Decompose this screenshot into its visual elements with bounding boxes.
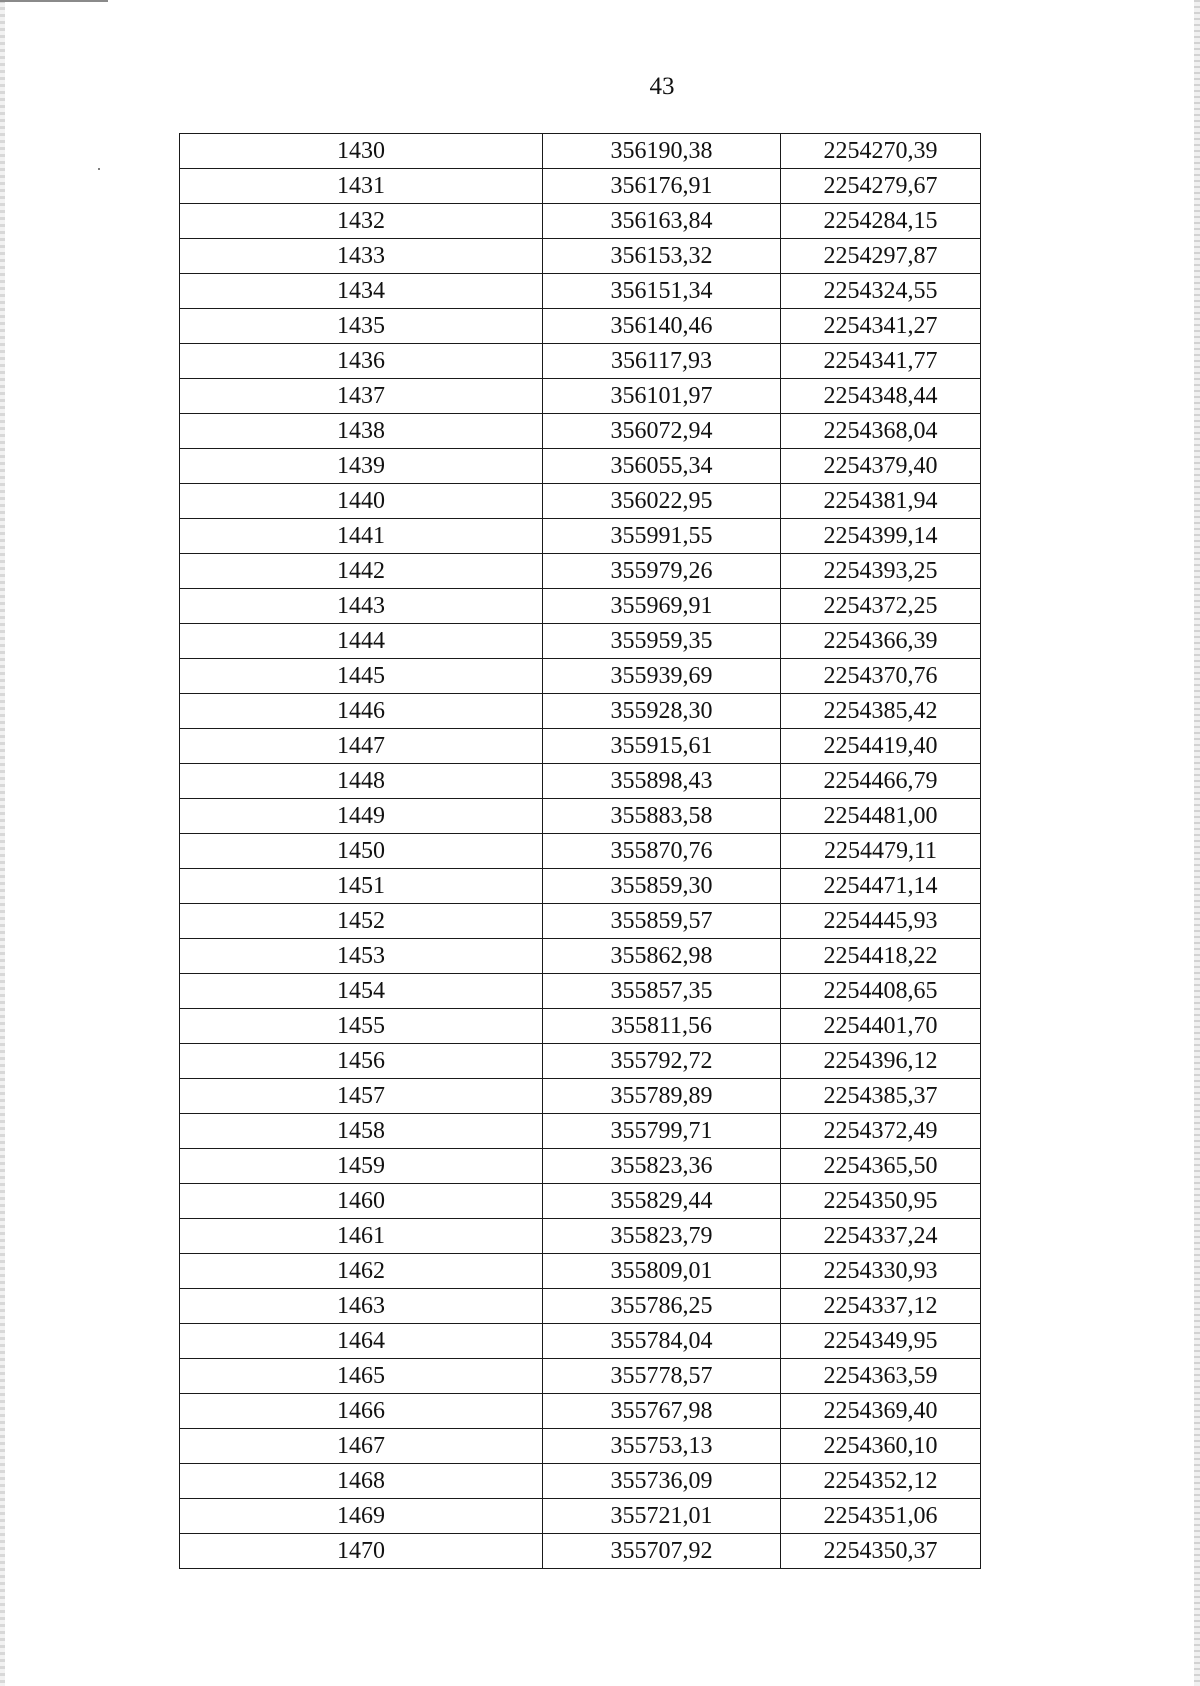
table-row [180,1499,981,1534]
table-row [180,379,981,414]
point-number-cell: 1435 [180,309,543,344]
y-coordinate-cell: 2254270,39 [781,134,981,169]
scan-edge-right [1194,0,1200,1686]
x-coordinate-cell: 355939,69 [543,659,781,694]
x-coordinate-cell: 355784,04 [543,1324,781,1359]
x-coordinate-cell: 355829,44 [543,1184,781,1219]
y-coordinate-cell: 2254445,93 [781,904,981,939]
x-coordinate-cell: 355928,30 [543,694,781,729]
table-row [180,939,981,974]
table-row [180,1429,981,1464]
table-row [180,1534,981,1569]
x-coordinate-cell: 356163,84 [543,204,781,239]
table-row [180,169,981,204]
point-number-cell: 1469 [180,1499,543,1534]
x-coordinate-cell: 355857,35 [543,974,781,1009]
point-number-cell: 1451 [180,869,543,904]
table-row [180,414,981,449]
point-number-cell: 1432 [180,204,543,239]
x-coordinate-cell: 356176,91 [543,169,781,204]
scan-edge-left [0,0,5,1686]
point-number-cell: 1431 [180,169,543,204]
table-row [180,1289,981,1324]
y-coordinate-cell: 2254370,76 [781,659,981,694]
y-coordinate-cell: 2254350,37 [781,1534,981,1569]
table-row [180,659,981,694]
x-coordinate-cell: 355915,61 [543,729,781,764]
point-number-cell: 1447 [180,729,543,764]
x-coordinate-cell: 356151,34 [543,274,781,309]
table-row [180,554,981,589]
y-coordinate-cell: 2254381,94 [781,484,981,519]
y-coordinate-cell: 2254379,40 [781,449,981,484]
table-row [180,904,981,939]
point-number-cell: 1450 [180,834,543,869]
x-coordinate-cell: 355862,98 [543,939,781,974]
table-row [180,1184,981,1219]
x-coordinate-cell: 356055,34 [543,449,781,484]
y-coordinate-cell: 2254393,25 [781,554,981,589]
x-coordinate-cell: 355898,43 [543,764,781,799]
table-row [180,1044,981,1079]
table-row [180,1359,981,1394]
point-number-cell: 1452 [180,904,543,939]
table-row [180,239,981,274]
x-coordinate-cell: 355979,26 [543,554,781,589]
y-coordinate-cell: 2254348,44 [781,379,981,414]
x-coordinate-cell: 355721,01 [543,1499,781,1534]
x-coordinate-cell: 355789,89 [543,1079,781,1114]
table-row [180,1324,981,1359]
point-number-cell: 1455 [180,1009,543,1044]
x-coordinate-cell: 355786,25 [543,1289,781,1324]
table-row [180,834,981,869]
point-number-cell: 1467 [180,1429,543,1464]
x-coordinate-cell: 356117,93 [543,344,781,379]
scan-speck [98,168,100,170]
point-number-cell: 1460 [180,1184,543,1219]
table-row [180,519,981,554]
y-coordinate-cell: 2254352,12 [781,1464,981,1499]
y-coordinate-cell: 2254341,27 [781,309,981,344]
x-coordinate-cell: 355991,55 [543,519,781,554]
point-number-cell: 1436 [180,344,543,379]
point-number-cell: 1437 [180,379,543,414]
x-coordinate-cell: 355883,58 [543,799,781,834]
point-number-cell: 1454 [180,974,543,1009]
x-coordinate-cell: 356022,95 [543,484,781,519]
y-coordinate-cell: 2254337,12 [781,1289,981,1324]
scan-top-mark [0,0,108,2]
point-number-cell: 1448 [180,764,543,799]
x-coordinate-cell: 355823,79 [543,1219,781,1254]
point-number-cell: 1439 [180,449,543,484]
y-coordinate-cell: 2254284,15 [781,204,981,239]
table-row [180,1254,981,1289]
table-row [180,799,981,834]
point-number-cell: 1464 [180,1324,543,1359]
y-coordinate-cell: 2254337,24 [781,1219,981,1254]
point-number-cell: 1434 [180,274,543,309]
x-coordinate-cell: 355811,56 [543,1009,781,1044]
point-number-cell: 1433 [180,239,543,274]
y-coordinate-cell: 2254360,10 [781,1429,981,1464]
point-number-cell: 1461 [180,1219,543,1254]
y-coordinate-cell: 2254399,14 [781,519,981,554]
point-number-cell: 1438 [180,414,543,449]
point-number-cell: 1453 [180,939,543,974]
y-coordinate-cell: 2254363,59 [781,1359,981,1394]
point-number-cell: 1446 [180,694,543,729]
y-coordinate-cell: 2254396,12 [781,1044,981,1079]
table-row [180,1219,981,1254]
x-coordinate-cell: 355736,09 [543,1464,781,1499]
table-row [180,134,981,169]
point-number-cell: 1470 [180,1534,543,1569]
y-coordinate-cell: 2254330,93 [781,1254,981,1289]
y-coordinate-cell: 2254479,11 [781,834,981,869]
table-row [180,309,981,344]
coordinates-table-body [180,134,981,1569]
table-row [180,274,981,309]
point-number-cell: 1430 [180,134,543,169]
y-coordinate-cell: 2254368,04 [781,414,981,449]
y-coordinate-cell: 2254372,49 [781,1114,981,1149]
x-coordinate-cell: 355778,57 [543,1359,781,1394]
x-coordinate-cell: 355859,30 [543,869,781,904]
y-coordinate-cell: 2254341,77 [781,344,981,379]
y-coordinate-cell: 2254419,40 [781,729,981,764]
y-coordinate-cell: 2254372,25 [781,589,981,624]
point-number-cell: 1459 [180,1149,543,1184]
x-coordinate-cell: 355809,01 [543,1254,781,1289]
x-coordinate-cell: 355767,98 [543,1394,781,1429]
point-number-cell: 1441 [180,519,543,554]
point-number-cell: 1458 [180,1114,543,1149]
point-number-cell: 1440 [180,484,543,519]
y-coordinate-cell: 2254365,50 [781,1149,981,1184]
x-coordinate-cell: 356101,97 [543,379,781,414]
table-row [180,1464,981,1499]
table-row [180,764,981,799]
table-row [180,624,981,659]
y-coordinate-cell: 2254351,06 [781,1499,981,1534]
table-row [180,729,981,764]
point-number-cell: 1445 [180,659,543,694]
table-row [180,344,981,379]
table-row [180,694,981,729]
y-coordinate-cell: 2254408,65 [781,974,981,1009]
y-coordinate-cell: 2254349,95 [781,1324,981,1359]
coordinates-table [179,133,981,1569]
point-number-cell: 1465 [180,1359,543,1394]
x-coordinate-cell: 356072,94 [543,414,781,449]
point-number-cell: 1463 [180,1289,543,1324]
point-number-cell: 1466 [180,1394,543,1429]
x-coordinate-cell: 356153,32 [543,239,781,274]
point-number-cell: 1449 [180,799,543,834]
x-coordinate-cell: 356140,46 [543,309,781,344]
table-row [180,204,981,239]
point-number-cell: 1443 [180,589,543,624]
point-number-cell: 1456 [180,1044,543,1079]
y-coordinate-cell: 2254401,70 [781,1009,981,1044]
y-coordinate-cell: 2254385,37 [781,1079,981,1114]
x-coordinate-cell: 355870,76 [543,834,781,869]
point-number-cell: 1462 [180,1254,543,1289]
table-row [180,1079,981,1114]
page-number: 43 [649,73,675,100]
y-coordinate-cell: 2254471,14 [781,869,981,904]
point-number-cell: 1444 [180,624,543,659]
y-coordinate-cell: 2254279,67 [781,169,981,204]
y-coordinate-cell: 2254369,40 [781,1394,981,1429]
table-row [180,869,981,904]
table-row [180,1114,981,1149]
table-row [180,1149,981,1184]
y-coordinate-cell: 2254324,55 [781,274,981,309]
x-coordinate-cell: 355969,91 [543,589,781,624]
point-number-cell: 1468 [180,1464,543,1499]
point-number-cell: 1442 [180,554,543,589]
x-coordinate-cell: 355792,72 [543,1044,781,1079]
y-coordinate-cell: 2254418,22 [781,939,981,974]
table-row [180,449,981,484]
table-row [180,484,981,519]
table-row [180,1009,981,1044]
y-coordinate-cell: 2254466,79 [781,764,981,799]
y-coordinate-cell: 2254385,42 [781,694,981,729]
point-number-cell: 1457 [180,1079,543,1114]
table-row [180,974,981,1009]
y-coordinate-cell: 2254297,87 [781,239,981,274]
x-coordinate-cell: 355823,36 [543,1149,781,1184]
x-coordinate-cell: 355959,35 [543,624,781,659]
x-coordinate-cell: 355753,13 [543,1429,781,1464]
x-coordinate-cell: 355859,57 [543,904,781,939]
x-coordinate-cell: 355707,92 [543,1534,781,1569]
y-coordinate-cell: 2254481,00 [781,799,981,834]
y-coordinate-cell: 2254366,39 [781,624,981,659]
table-row [180,589,981,624]
y-coordinate-cell: 2254350,95 [781,1184,981,1219]
x-coordinate-cell: 355799,71 [543,1114,781,1149]
table-row [180,1394,981,1429]
x-coordinate-cell: 356190,38 [543,134,781,169]
